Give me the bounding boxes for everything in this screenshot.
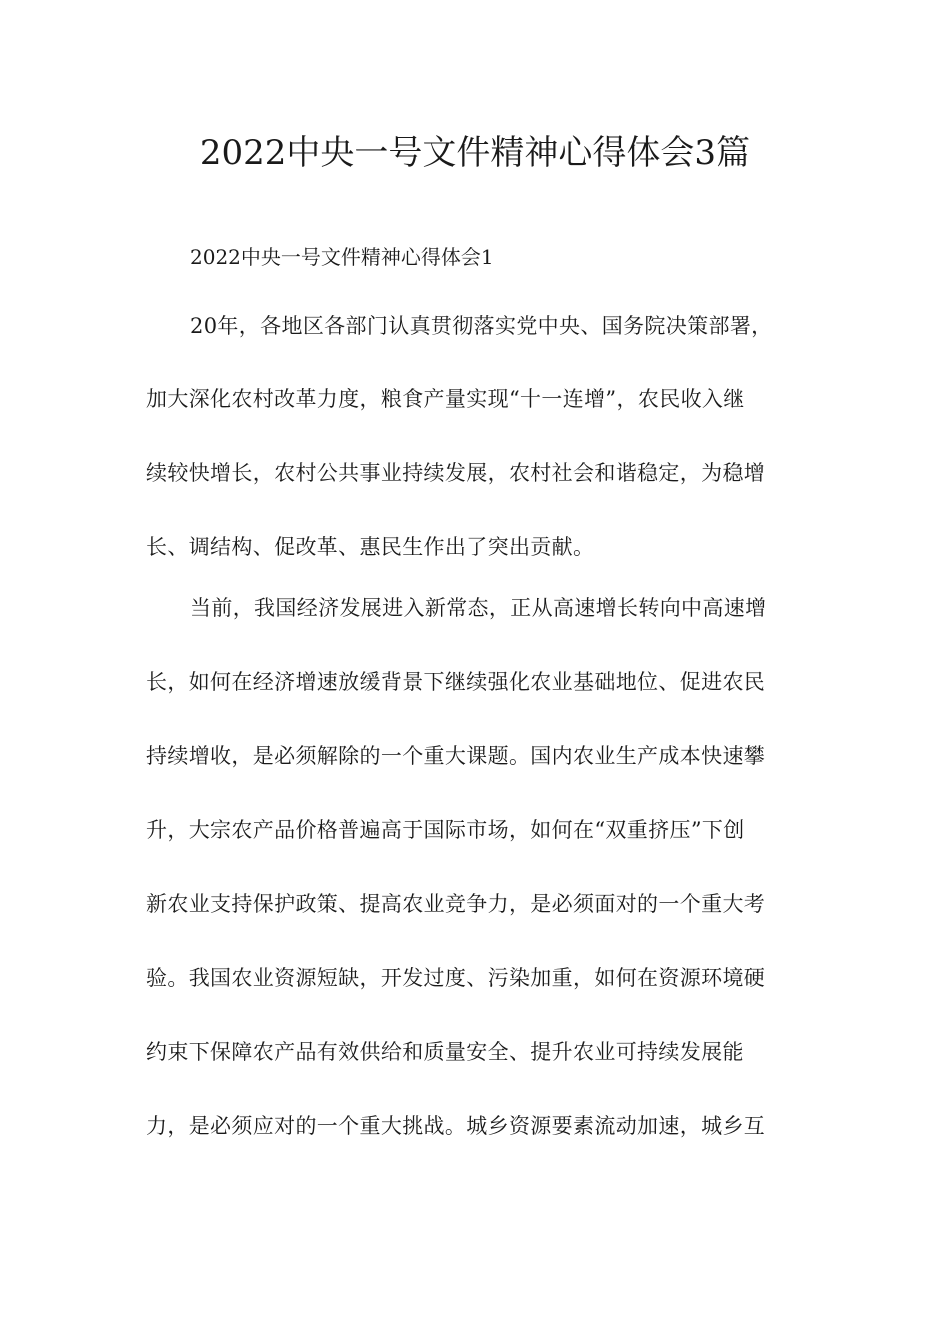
paragraph-line: 加大深化农村改革力度，粮食产量实现“十一连增”，农民收入继 bbox=[146, 387, 745, 411]
paragraph-line: 续较快增长，农村公共事业持续发展，农村社会和谐稳定，为稳增 bbox=[146, 461, 766, 485]
paragraph-line: 力，是必须应对的一个重大挑战。城乡资源要素流动加速，城乡互 bbox=[146, 1114, 766, 1138]
paragraph-line: 持续增收，是必须解除的一个重大课题。国内农业生产成本快速攀 bbox=[146, 744, 766, 768]
paragraph-line: 长、调结构、促改革、惠民生作出了突出贡献。 bbox=[146, 535, 595, 559]
paragraph-line: 升，大宗农产品价格普遍高于国际市场，如何在“双重挤压”下创 bbox=[146, 818, 745, 842]
document-title: 2022中央一号文件精神心得体会3篇 bbox=[199, 133, 751, 173]
paragraph-line: 当前，我国经济发展进入新常态，正从高速增长转向中高速增 bbox=[190, 596, 767, 620]
paragraph-line: 长，如何在经济增速放缓背景下继续强化农业基础地位、促进农民 bbox=[146, 670, 766, 694]
paragraph-line: 约束下保障农产品有效供给和质量安全、提升农业可持续发展能 bbox=[146, 1040, 744, 1064]
section-heading: 2022中央一号文件精神心得体会1 bbox=[190, 245, 494, 269]
paragraph-line: 新农业支持保护政策、提高农业竞争力，是必须面对的一个重大考 bbox=[146, 892, 766, 916]
paragraph-line: 20年，各地区各部门认真贯彻落实党中央、国务院决策部署， bbox=[190, 314, 773, 338]
paragraph-line: 验。我国农业资源短缺，开发过度、污染加重，如何在资源环境硬 bbox=[146, 966, 766, 990]
